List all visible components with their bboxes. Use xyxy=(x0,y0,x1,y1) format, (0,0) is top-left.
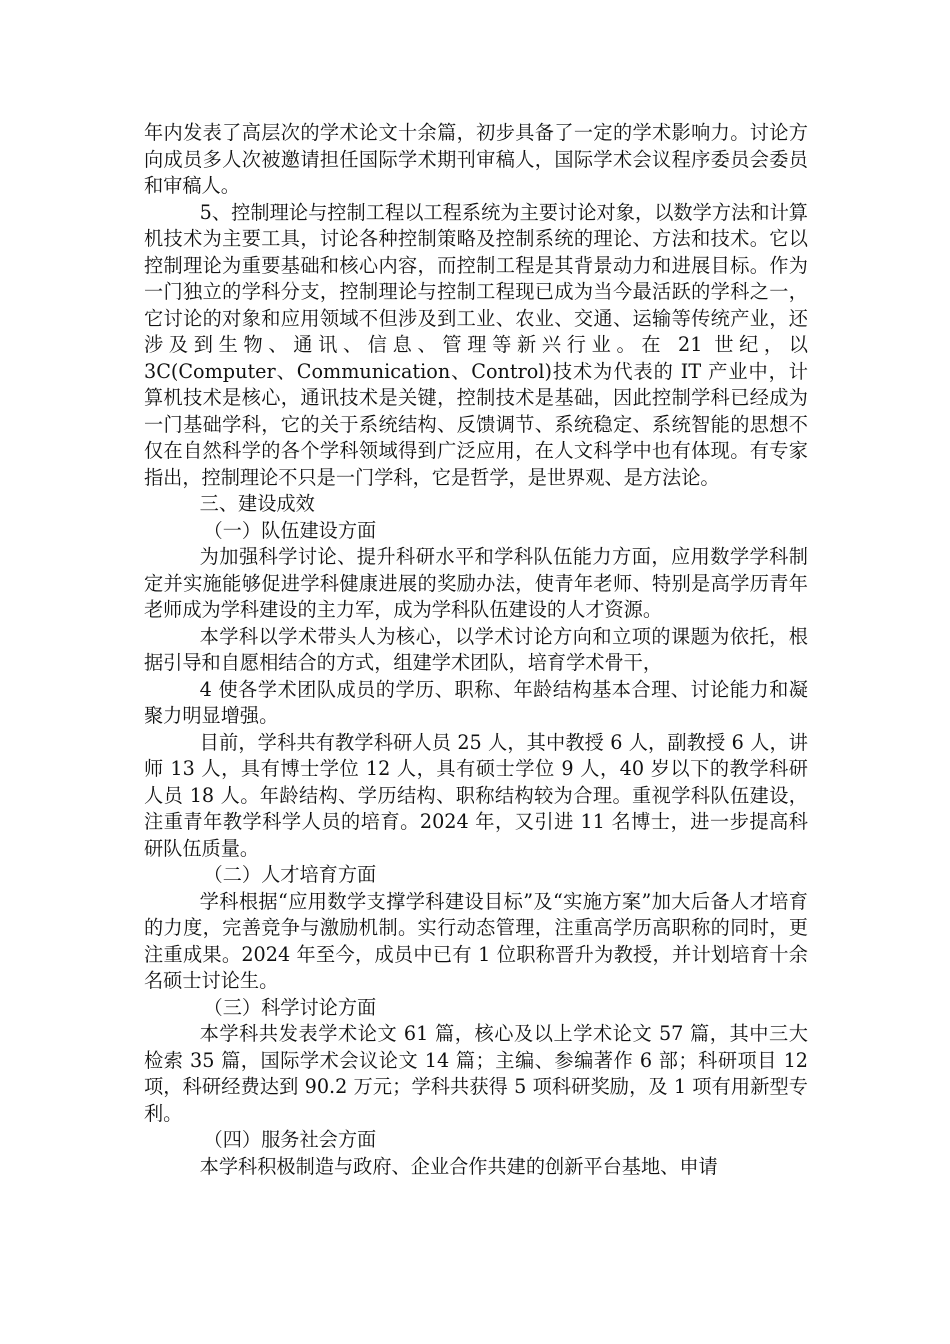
paragraph-research-output: 本学科共发表学术论文 61 篇，核心及以上学术论文 57 篇，其中三大检索 35 篇，国际学术会议论文 14 篇；主编、参编著作 6 部；科研项目 12 项，科研经费达到 90.2 万元；学科共获得 5 项科研奖励，及 1 项有用新型专利。 xyxy=(144,1022,808,1125)
paragraph-social-service: 本学科积极制造与政府、企业合作共建的创新平台基地、申请 xyxy=(199,1154,718,1178)
paragraph-academic-teams: 本学科以学术带头人为核心，以学术讨论方向和立项的课题为依托，根据引导和自愿相结合的方式，组建学术团队，培育学术骨干， xyxy=(144,624,808,674)
paragraph-talent-cultivation: 学科根据“应用数学支撑学科建设目标”及“实施方案”加大后备人才培育的力度，完善竞争与激励机制。实行动态管理，注重高学历高职称的同时，更注重成果。2024 年至今，成员中已有 1 位职称晋升为教授，并计划培育十余名硕士讨论生。 xyxy=(144,889,808,992)
paragraph-staff-stats: 目前，学科共有教学科研人员 25 人，其中教授 6 人，副教授 6 人，讲师 13 人，具有博士学位 12 人，具有硕士学位 9 人，40 岁以下的教学科研人员 18 人。年龄结构、学历结构、职称结构较为合理。重视学科队伍建设，注重青年教学科学人员的培育。2024 年，又引进 11 名博士，进一步提高科研队伍质量。 xyxy=(144,730,808,860)
subheading-team-building: （一）队伍建设方面 xyxy=(203,518,377,542)
document-page xyxy=(144,120,808,1180)
paragraph-continuation: 年内发表了高层次的学术论文十余篇，初步具备了一定的学术影响力。讨论方向成员多人次被邀请担任国际学术期刊审稿人，国际学术会议程序委员会委员和审稿人。 xyxy=(144,121,808,197)
subheading-scientific-research: （三）科学讨论方面 xyxy=(203,995,377,1019)
paragraph-team-structure: 4 使各学术团队成员的学历、职称、年龄结构基本合理、讨论能力和凝聚力明显增强。 xyxy=(144,677,808,727)
subheading-social-service: （四）服务社会方面 xyxy=(203,1128,377,1151)
paragraph-control-theory: 5、控制理论与控制工程以工程系统为主要讨论对象，以数学方法和计算机技术为主要工具，讨论各种控制策略及控制系统的理论、方法和技术。它以控制理论为重要基础和核心内容，而控制工程是其背景动力和进展目标。作为一门独立的学科分支，控制理论与控制工程现已成为当今最活跃的学科之一，它讨论的对象和应用领域不但涉及到工业、农业、交通、运输等传统产业，还涉及到生物、通讯、信息、管理等新兴行业。在 21 世纪，以 3C(Computer、Communication、Control)技术为代表的 IT 产业中，计算机技术是核心，通讯技术是关键，控制技术是基础，因此控制学科已经成为一门基础学科，它的关于系统结构、反馈调节、系统稳定、系统智能的思想不仅在自然科学的各个学科领域得到广泛应用，在人文科学中也有体现。有专家指出，控制理论不只是一门学科，它是哲学，是世界观、是方法论。 xyxy=(144,200,808,489)
subheading-talent-cultivation: （二）人才培育方面 xyxy=(203,863,377,886)
paragraph-team-incentives: 为加强科学讨论、提升科研水平和学科队伍能力方面，应用数学学科制定并实施能够促进学科健康进展的奖励办法，使青年老师、特别是高学历青年老师成为学科建设的主力军，成为学科队伍建设的人才资源。 xyxy=(144,545,808,621)
section-heading-achievements: 三、建设成效 xyxy=(199,492,315,515)
